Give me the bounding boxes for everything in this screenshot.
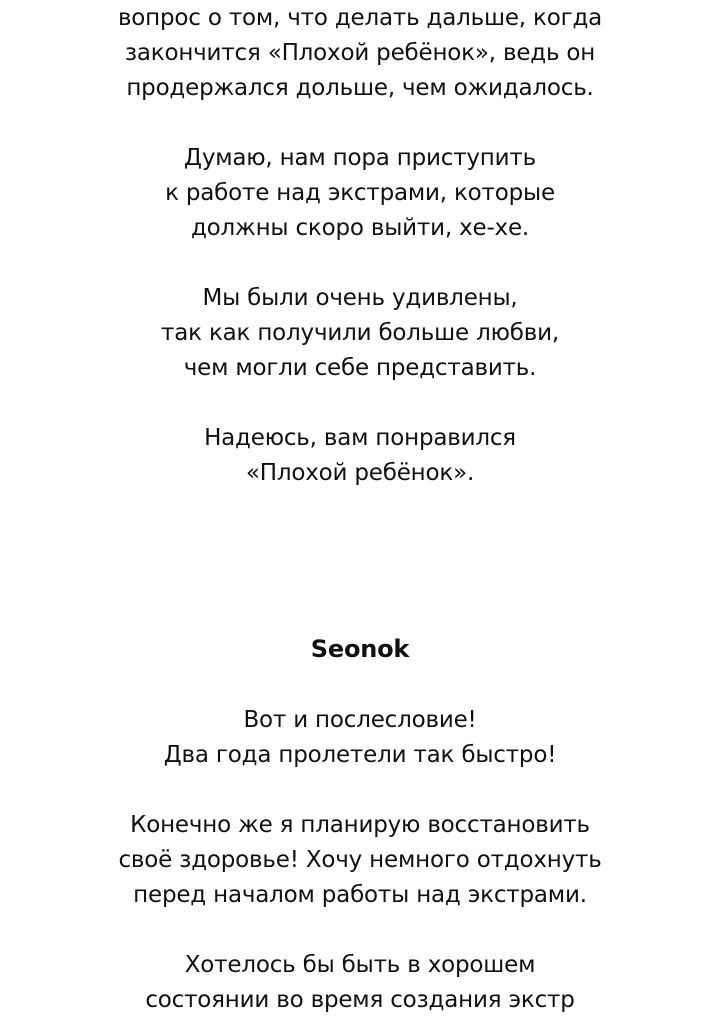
text-line: Думаю, нам пора приступить [184, 145, 536, 171]
text-line: должны скоро выйти, хе-хе. [190, 215, 530, 241]
text-line: Вот и послесловие! [243, 707, 477, 733]
text-line: перед началом работы над экстрами. [133, 882, 587, 908]
text-line: к работе над экстрами, которые [165, 180, 555, 206]
text-line: Мы были очень удивлены, [202, 285, 518, 311]
text-line: вопрос о том, что делать дальше, когда [117, 5, 603, 31]
text-line: Надеюсь, вам понравился [204, 425, 516, 451]
text-line: своё здоровье! Хочу немного отдохнуть [118, 847, 602, 873]
author-name: Seonok [310, 635, 410, 663]
text-line: закончится «Плохой ребёнок», ведь он [124, 40, 596, 66]
text-line: состоянии во время создания экстр [145, 987, 575, 1013]
text-line: «Плохой ребёнок». [245, 460, 475, 486]
text-line: чем могли себе представить. [183, 355, 537, 381]
text-line: продержался дольше, чем ожидалось. [126, 75, 594, 101]
text-line: Конечно же я планирую восстановить [130, 812, 590, 838]
text-line: так как получили больше любви, [161, 320, 559, 346]
text-line: Два года пролетели так быстро! [163, 742, 557, 768]
text-line: Хотелось бы быть в хорошем [184, 952, 536, 978]
